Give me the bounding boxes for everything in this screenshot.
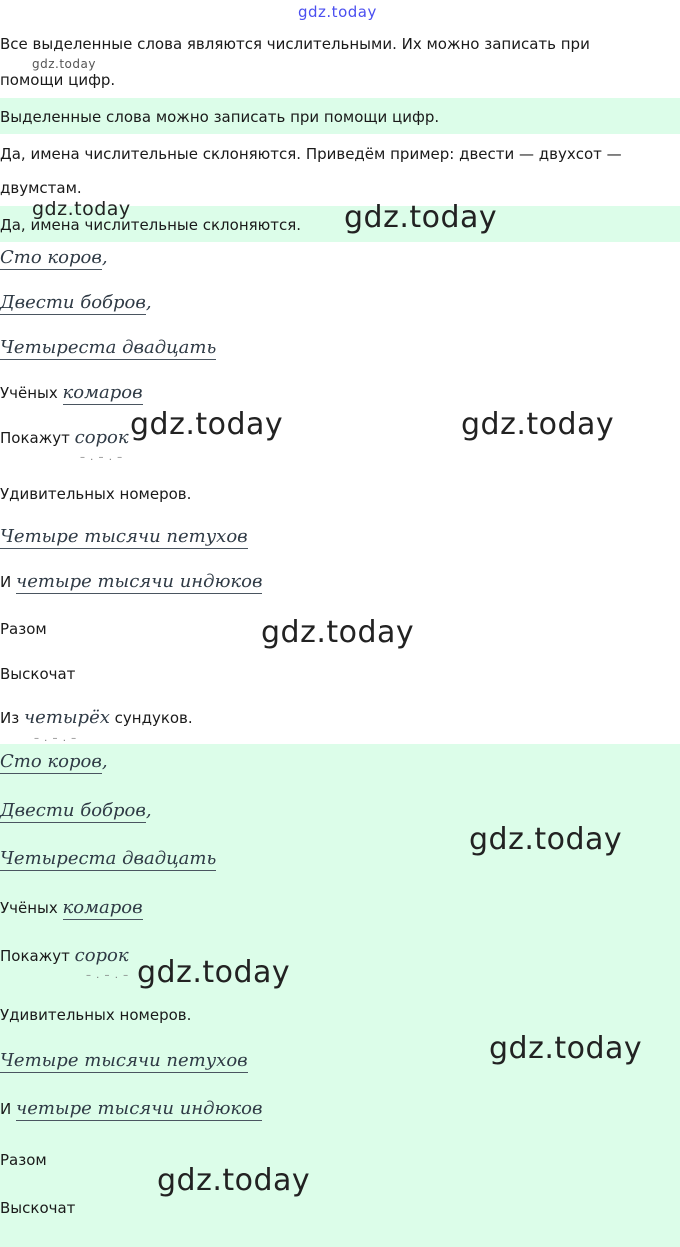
watermark: gdz.today — [461, 407, 615, 442]
poem2-line-4 — [0, 898, 143, 918]
watermark: gdz.today — [261, 615, 415, 650]
numeral-word: Четыре тысячи петухов — [0, 1050, 248, 1071]
poem2-line-5 — [0, 946, 129, 966]
numeral-word: Четыреста двадцать — [0, 848, 217, 869]
numeral-word: четыре тысячи индюков — [16, 1098, 263, 1119]
watermark-small: gdz.today — [32, 57, 96, 71]
poem2-line-9: Разом — [0, 1151, 47, 1169]
plain-text: Из — [0, 709, 24, 727]
dash-underline-mark: – . – . – — [80, 452, 124, 463]
poem1-line-4 — [0, 383, 143, 403]
dash-underline-mark: – . – . – — [34, 733, 78, 744]
poem2-line-7 — [0, 1051, 248, 1071]
watermark: gdz.today — [469, 822, 623, 857]
poem2-line-3 — [0, 849, 216, 869]
dash-underline-mark: – . – . – — [86, 970, 130, 981]
numeral-word: Двести бобров — [0, 292, 146, 313]
poem2-line-8 — [0, 1099, 262, 1119]
poem1-line-2 — [0, 293, 152, 313]
intro-line-1: Все выделенные слова являются числительными. Их можно записать при — [0, 35, 590, 53]
plain-text: Покажут — [0, 429, 75, 447]
plain-text: Учёных — [0, 384, 63, 402]
numeral-word: Четыреста двадцать — [0, 337, 217, 358]
noun-word: комаров — [62, 382, 143, 403]
answer-1: Выделенные слова можно записать при помощи цифр. — [0, 108, 440, 126]
punct: , — [101, 751, 108, 772]
punct: , — [145, 292, 152, 313]
watermark: gdz.today — [32, 198, 131, 220]
watermark: gdz.today — [489, 1031, 643, 1066]
poem1-line-3 — [0, 338, 216, 358]
numeral-word: сорок — [74, 945, 129, 966]
poem1-line-1 — [0, 248, 108, 268]
numeral-word: Сто коров — [0, 247, 102, 268]
poem1-line-5 — [0, 428, 129, 448]
numeral-word: Сто коров — [0, 751, 102, 772]
poem2-line-6: Удивительных номеров. — [0, 1006, 192, 1024]
poem1-line-6: Удивительных номеров. — [0, 485, 192, 503]
watermark: gdz.today — [157, 1163, 311, 1198]
watermark: gdz.today — [137, 955, 291, 990]
numeral-word: четырёх — [23, 707, 110, 728]
poem1-line-11 — [0, 708, 193, 728]
intro-line-4: двумстам. — [0, 179, 82, 197]
poem1-line-8 — [0, 572, 262, 592]
numeral-word: Четыре тысячи петухов — [0, 526, 248, 547]
plain-text: И — [0, 1100, 16, 1118]
plain-text: Покажут — [0, 947, 75, 965]
poem2-line-10: Выскочат — [0, 1199, 76, 1217]
intro-line-2: помощи цифр. — [0, 71, 116, 89]
intro-line-3: Да, имена числительные склоняются. Приведём пример: двести — двухсот — — [0, 145, 622, 163]
answer-2: Да, имена числительные склоняются. — [0, 216, 302, 234]
plain-text: сундуков. — [109, 709, 193, 727]
watermark-logo: gdz.today — [298, 3, 377, 21]
punct: , — [145, 800, 152, 821]
plain-text: И — [0, 573, 16, 591]
punct: , — [101, 247, 108, 268]
numeral-word: сорок — [74, 427, 129, 448]
poem2-line-1 — [0, 752, 108, 772]
watermark: gdz.today — [130, 407, 284, 442]
watermark: gdz.today — [344, 200, 498, 235]
poem1-line-7 — [0, 527, 248, 547]
poem1-line-10: Выскочат — [0, 665, 76, 683]
numeral-word: Двести бобров — [0, 800, 146, 821]
plain-text: Учёных — [0, 899, 63, 917]
noun-word: комаров — [62, 897, 143, 918]
numeral-word: четыре тысячи индюков — [16, 571, 263, 592]
poem2-line-2 — [0, 801, 152, 821]
poem1-line-9: Разом — [0, 620, 47, 638]
